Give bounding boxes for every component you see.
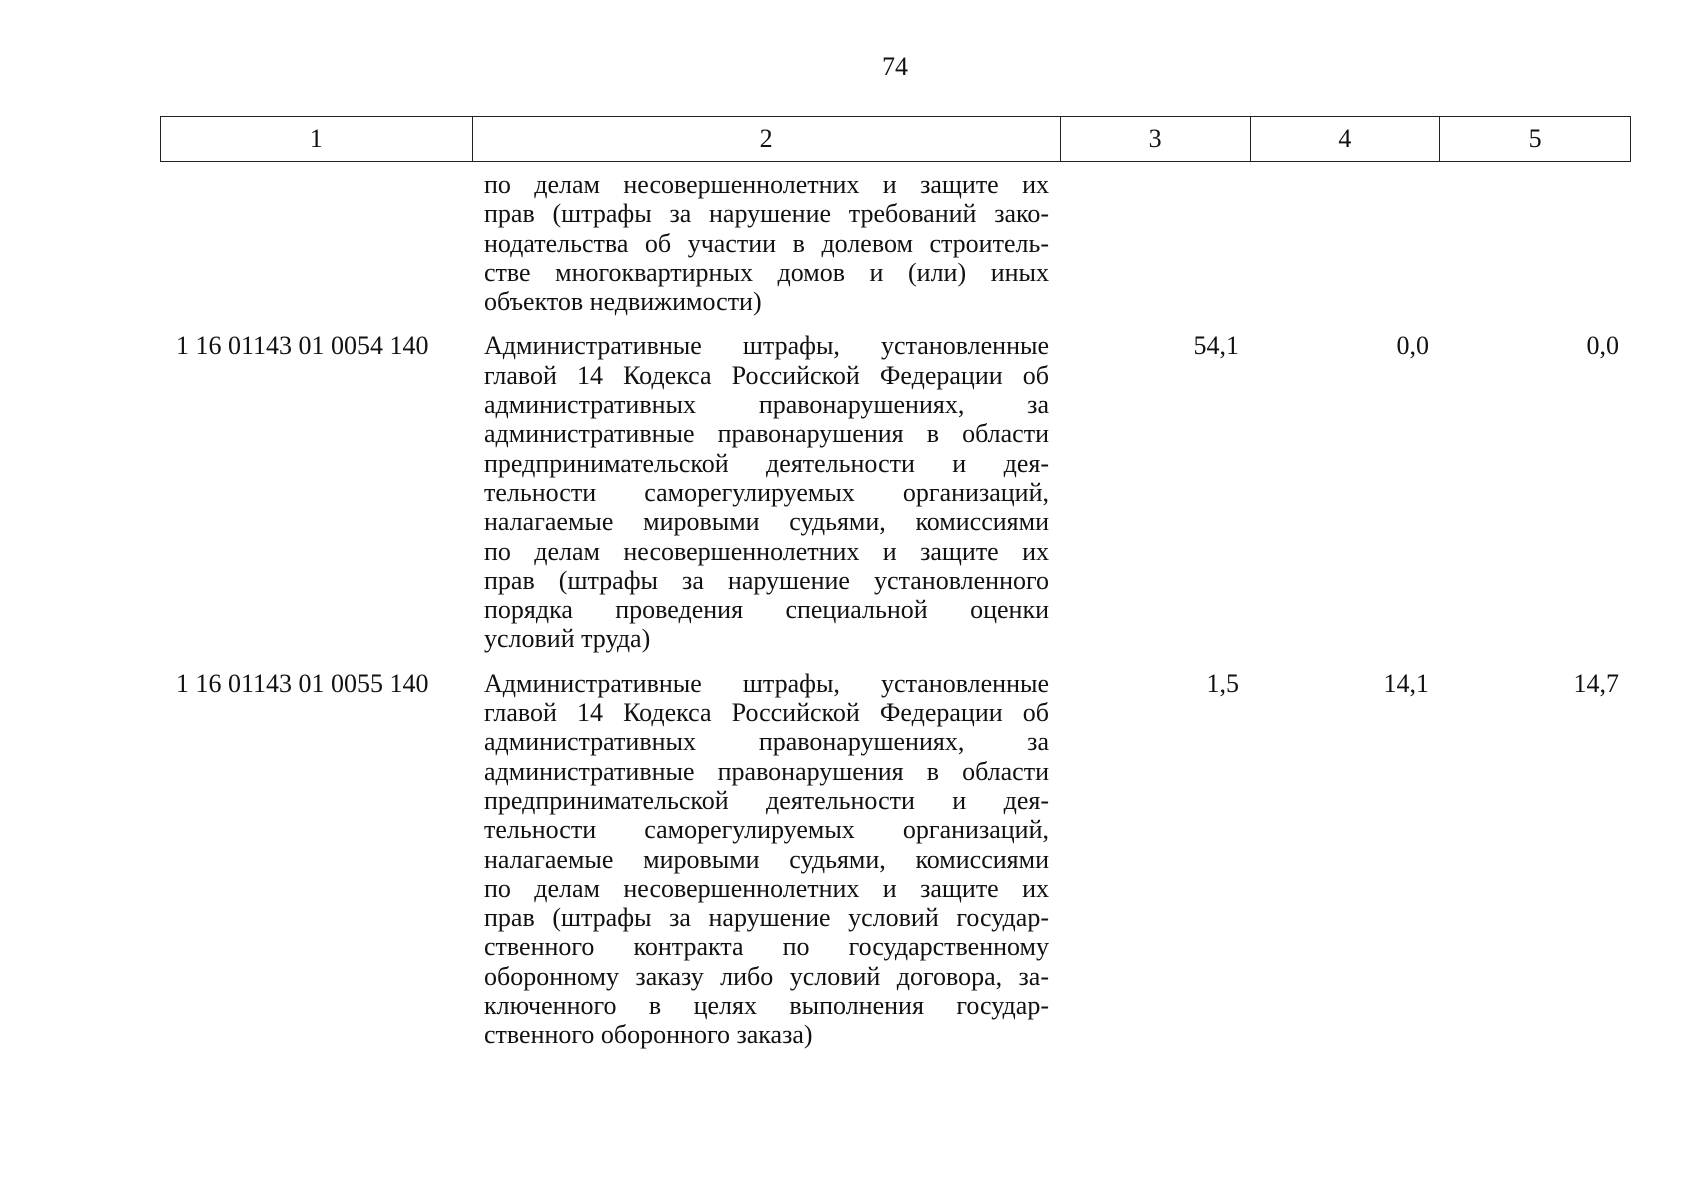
- description-cell: [472, 170, 1061, 316]
- description-line: предпринимательской деятельности и дея-: [484, 785, 1049, 815]
- description-line: административных правонарушениях, за: [484, 390, 1049, 420]
- header-col-2: 2: [473, 117, 1061, 161]
- description-line: ственного оборонного заказа): [484, 1020, 813, 1050]
- description-line: тельности саморегулируемых организаций,: [484, 815, 1049, 845]
- description-line: административных правонарушениях, за: [484, 727, 1049, 757]
- description-line: по делам несовершеннолетних и защите их: [484, 873, 1049, 903]
- budget-code-cell: [160, 170, 472, 316]
- value-cell-col4: 0,0: [1396, 331, 1429, 361]
- table-row: [160, 331, 1631, 653]
- description-line: по делам несовершеннолетних и защите их: [484, 170, 1049, 199]
- value-cell-col3: [1061, 170, 1251, 316]
- header-col-3: 3: [1061, 117, 1251, 161]
- table-row: [160, 669, 1631, 1050]
- value-cell-col4: 14,1: [1383, 668, 1429, 698]
- description-line: административные правонарушения в области: [484, 756, 1049, 786]
- description-line: нодательства об участии в долевом строитель-: [484, 228, 1049, 258]
- description-line: ственного контракта по государственному: [484, 932, 1049, 962]
- table-row: [160, 170, 1631, 316]
- description-cell: [472, 669, 1061, 1050]
- description-line: по делам несовершеннолетних и защите их: [484, 536, 1049, 566]
- description-line: ключенного в целях выполнения государ-: [484, 991, 1049, 1021]
- budget-code-cell: 1 16 01143 01 0055 140: [176, 668, 429, 698]
- description-line: условий труда): [484, 624, 651, 654]
- value-cell-col3: 54,1: [1193, 331, 1239, 361]
- description-line: Административные штрафы, установленные: [484, 668, 1049, 698]
- description-line: главой 14 Кодекса Российской Федерации об: [484, 360, 1049, 390]
- description-line: главой 14 Кодекса Российской Федерации об: [484, 698, 1049, 728]
- description-line: тельности саморегулируемых организаций,: [484, 477, 1049, 507]
- page-number: 74: [882, 52, 908, 81]
- description-line: порядка проведения специальной оценки: [484, 595, 1049, 625]
- budget-code-cell: 1 16 01143 01 0054 140: [176, 331, 429, 361]
- description-line: налагаемые мировыми судьями, комиссиями: [484, 844, 1049, 874]
- table-body: [160, 170, 1631, 1050]
- description-line: прав (штрафы за нарушение требований зако-: [484, 199, 1049, 229]
- description-line: налагаемые мировыми судьями, комиссиями: [484, 507, 1049, 537]
- value-cell-col4: [1251, 170, 1441, 316]
- description-line: объектов недвижимости): [484, 287, 762, 317]
- description-line: прав (штрафы за нарушение условий государ-: [484, 903, 1049, 933]
- value-cell-col5: [1441, 170, 1631, 316]
- description-line: Административные штрафы, установленные: [484, 331, 1049, 361]
- value-cell-col5: 0,0: [1586, 331, 1619, 361]
- table-header: [160, 116, 1631, 162]
- description-line: оборонному заказу либо условий договора, за-: [484, 961, 1049, 991]
- value-cell-col3: 1,5: [1206, 668, 1239, 698]
- header-col-5: 5: [1528, 124, 1542, 153]
- header-col-1: 1: [161, 117, 473, 161]
- description-line: предпринимательской деятельности и дея-: [484, 448, 1049, 478]
- description-line: стве многоквартирных домов и (или) иных: [484, 257, 1049, 287]
- value-cell-col5: 14,7: [1573, 668, 1619, 698]
- description-line: административные правонарушения в области: [484, 419, 1049, 449]
- header-col-4: 4: [1251, 117, 1441, 161]
- description-cell: [472, 331, 1061, 653]
- description-line: прав (штрафы за нарушение установленного: [484, 565, 1049, 595]
